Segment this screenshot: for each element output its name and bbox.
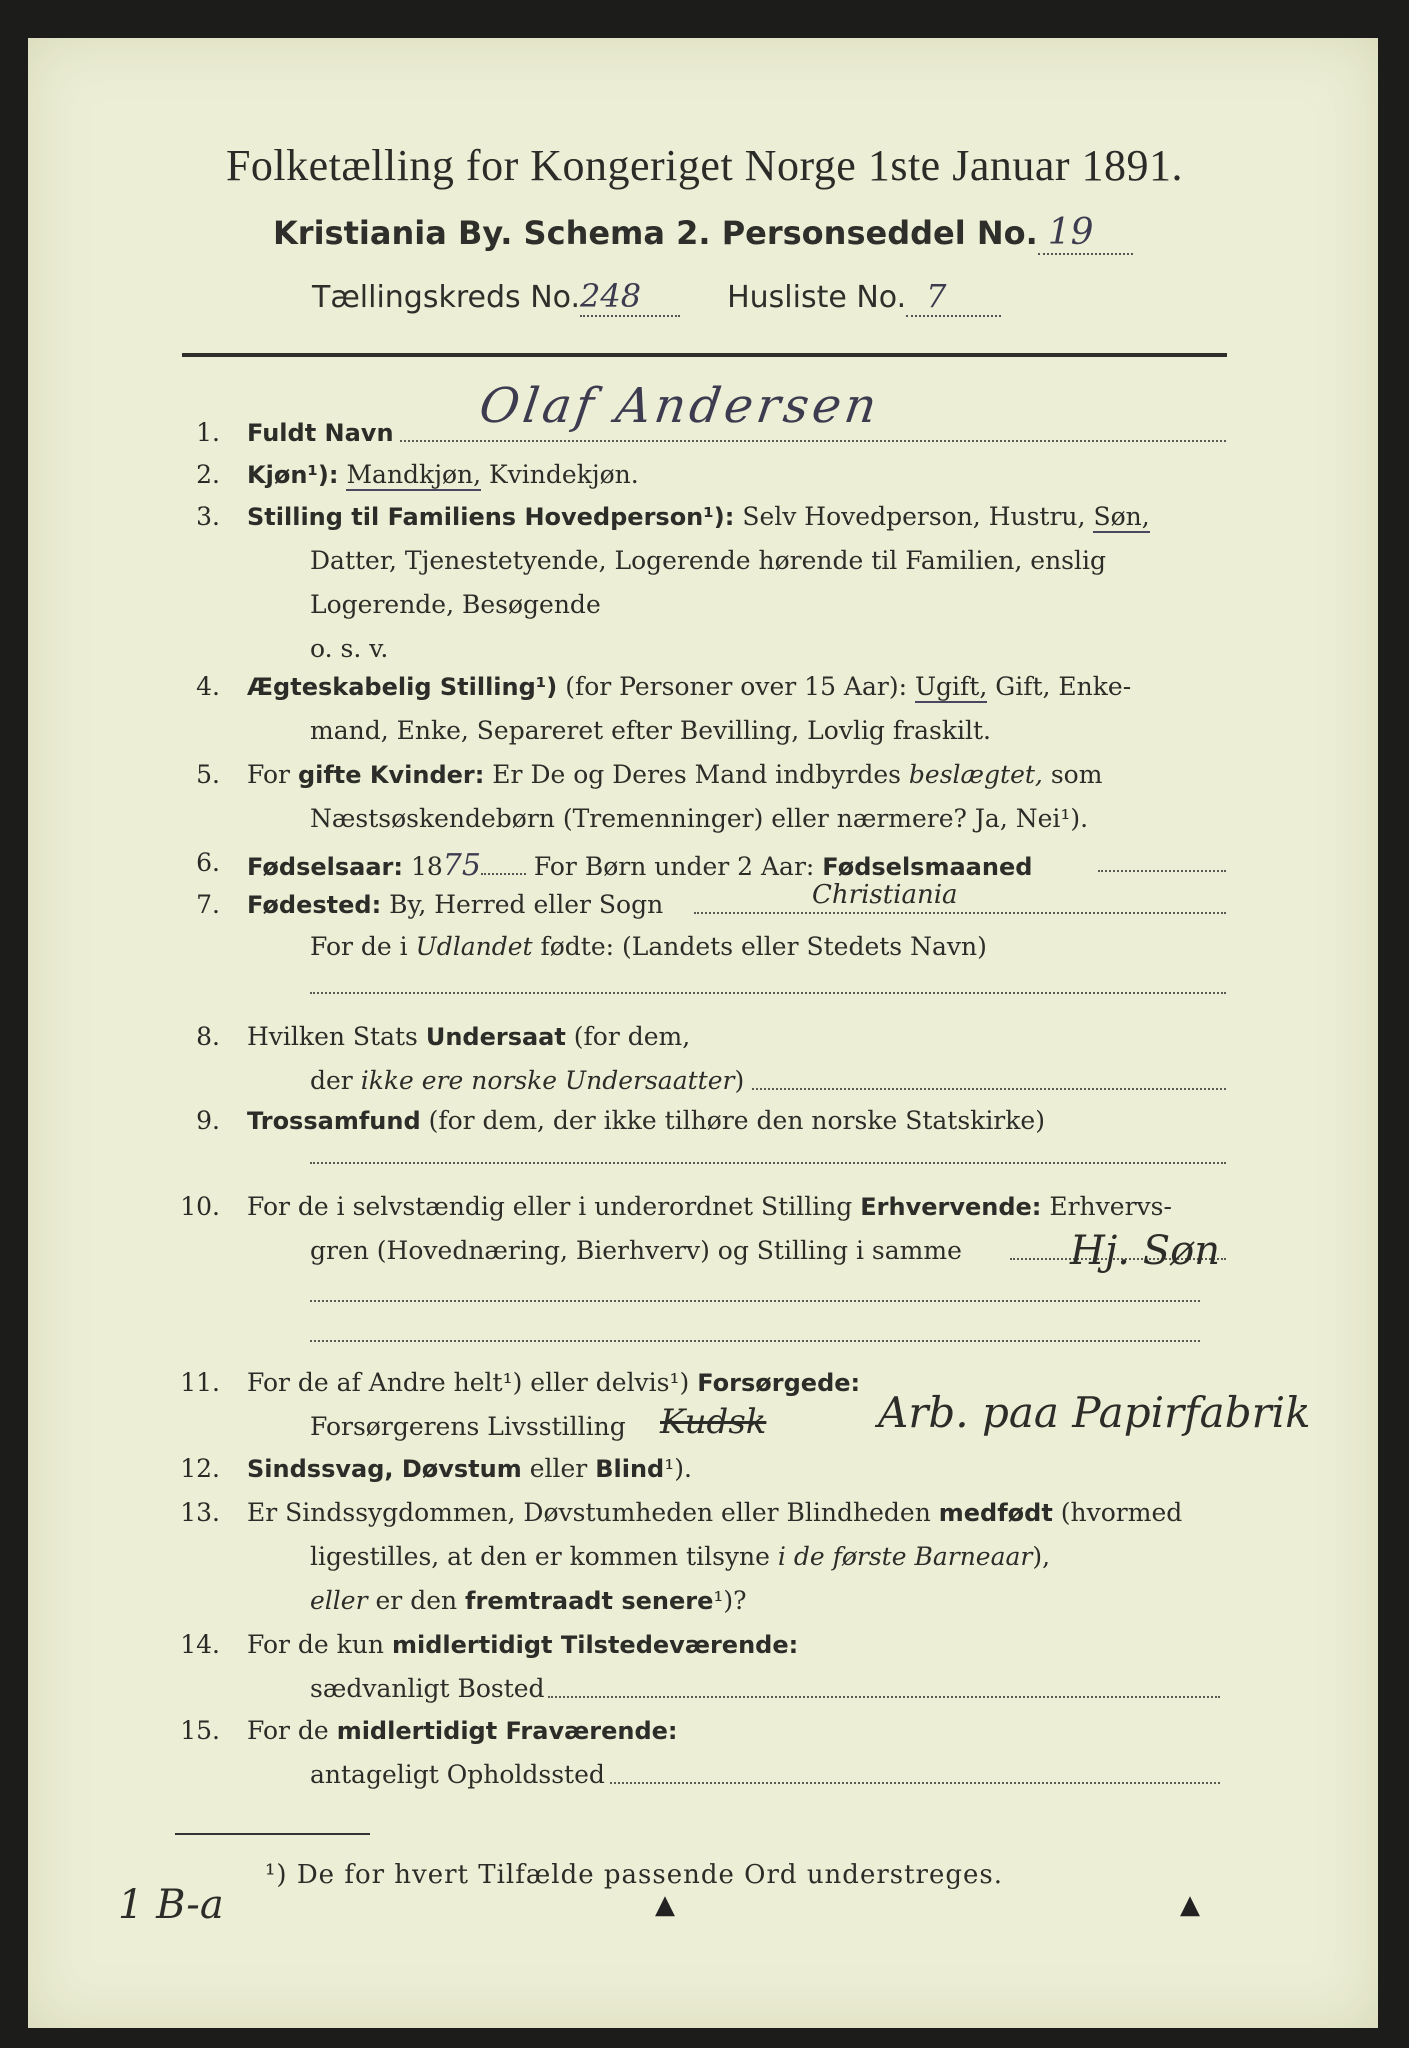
occupation-dotline-3 [310,1340,1200,1342]
congenital-label: medfødt [938,1499,1053,1527]
header-line-3 [312,277,1001,317]
item-4-line-2: mand, Enke, Separeret efter Bevilling, Lovlig fraskilt. [310,716,991,745]
item-4-number: 4. [196,672,220,701]
birth-month-dotline [1098,870,1226,872]
item-1-number: 1. [196,418,220,447]
provider-occupation-value: Arb. paa Papirfabrik [878,1388,1311,1437]
abroad-post: fødte: (Landets eller Stedets Navn) [540,932,987,961]
item-14-row [247,1630,798,1659]
marital-status-note: (for Personer over 15 Aar): [565,672,908,701]
item-13-line-3 [310,1586,747,1615]
birth-month-label: Fødselsmaaned [822,853,1033,881]
item-1-label [247,418,394,447]
congenital-line3-italic: eller [310,1586,368,1615]
disability-blind: Blind [595,1455,665,1483]
congenital-line3-bold: fremtraadt senere [465,1587,714,1615]
husliste-value: 7 [926,277,947,315]
religion-note: (for dem, der ikke tilhøre den norske Statskirke) [428,1106,1045,1135]
citizenship-label: Undersaat [425,1023,566,1051]
provider-occupation-struck: Kudsk [660,1402,767,1442]
margin-note: 1 B-a [118,1882,224,1928]
item-2-row [247,460,639,489]
birthplace-label: Fødested: [247,891,382,919]
abroad-dotline [310,992,1226,994]
item-5-text: Er De og Deres Mand indbyrdes [492,760,901,789]
temp-absent-label: midlertidigt Fraværende: [336,1717,678,1745]
religion-label: Trossamfund [247,1107,421,1135]
congenital-line2-italic: i de første Barneaar [777,1542,1033,1571]
married-women-label: gifte Kvinder: [297,761,485,789]
temp-absent-pre: For de [247,1716,329,1745]
item-5-pre: For [247,760,290,789]
birthplace-dotline [694,912,1226,914]
husliste-label: Husliste No. [727,280,907,315]
item-13-number: 13. [180,1498,220,1527]
sex-label: Kjøn¹): [247,461,339,489]
marital-status-label: Ægteskabelig Stilling¹) [247,673,558,701]
item-8-number: 8. [196,1022,220,1051]
item-3-line-3: Logerende, Besøgende [310,590,601,619]
congenital-pre: Er Sindssygdommen, Døvstumheden eller Blindheden [247,1498,931,1527]
citizenship-line2-post: ) [734,1066,745,1095]
krets-field [580,277,680,317]
provider-occupation-label: Forsørgerens Livsstilling [310,1412,626,1441]
item-13-line-2 [310,1542,1050,1571]
family-position-label: Stilling til Familiens Hovedperson¹): [247,503,735,531]
abroad-word: Udlandet [415,932,533,961]
item-5-row [247,760,1102,789]
item-4-row [247,672,1131,701]
disability-end: ¹). [664,1454,692,1483]
citizenship-dotline [752,1088,1226,1090]
item-10-line-2: gren (Hovednæring, Bierhverv) og Stilling i samme [310,1236,962,1265]
item-7-number: 7. [196,890,220,919]
citizenship-line2-italic: ikke ere norske Undersaatter [360,1066,735,1095]
item-11-number: 11. [180,1368,220,1397]
item-9-row [247,1106,1045,1135]
support-label: Forsørgede: [697,1369,861,1397]
item-8-line-2 [310,1066,744,1095]
congenital-line2-end: ), [1032,1542,1051,1571]
sex-option-male: Mandkjøn, [346,460,482,489]
footnote-rule [175,1833,370,1835]
citizenship-post: (for dem, [573,1022,691,1051]
disability-label: Sindssvag, Døvstum [247,1455,522,1483]
congenital-line2-pre: ligestilles, at den er kommen tilsyne [310,1542,770,1571]
item-5-related: beslægtet, [908,760,1043,789]
birth-year-prefix: 18 [410,852,443,881]
item-6-row [247,848,1032,883]
birthplace-value: Christiania [812,880,958,910]
sex-option-female: Kvindekjøn. [489,460,639,489]
krets-label: Tællingskreds No. [312,280,580,315]
family-position-son: Søn, [1093,502,1150,531]
religion-dotline [310,1162,1226,1164]
family-position-options: Selv Hovedperson, Hustru, [742,502,1086,531]
item-3-line-2: Datter, Tjenestetyende, Logerende hørende til Familien, enslig [310,546,1107,575]
occupation-dotline-2 [310,1300,1200,1302]
congenital-line3-end: ¹)? [713,1586,747,1615]
usual-residence-label: sædvanligt Bosted [310,1674,545,1703]
item-10-number: 10. [180,1192,220,1221]
item-5-number: 5. [196,760,220,789]
item-8-row [247,1022,690,1051]
birth-year-value: 75 [442,848,481,883]
probable-residence-dotline [610,1782,1220,1784]
caret-mark-2: ▲ [1180,1890,1200,1920]
item-2-number: 2. [196,460,220,489]
schema-label: Kristiania By. Schema 2. Personseddel No. [273,214,1038,252]
temp-present-label: midlertidigt Tilstedeværende: [391,1631,799,1659]
occupation-value: Hj. Søn [1070,1228,1220,1274]
krets-value: 248 [580,277,642,315]
item-7-row [247,890,663,919]
item-6-number: 6. [196,848,220,877]
form-title: Folketælling for Kongeriget Norge 1ste Januar 1891. [225,141,1184,190]
item-3-row [247,502,1150,531]
item-14-number: 14. [180,1630,220,1659]
birthplace-note: By, Herred eller Sogn [389,890,664,919]
full-name-label: Fuldt Navn [247,419,394,447]
full-name-value: Olaf Andersen [476,378,884,434]
item-5-som: som [1050,760,1103,789]
item-3-line-4: o. s. v. [310,634,389,663]
item-15-row [247,1716,678,1745]
header-rule [182,353,1227,357]
caret-mark-1: ▲ [655,1890,675,1920]
item-12-row [247,1454,692,1483]
item-12-number: 12. [180,1454,220,1483]
probable-residence-label: antageligt Opholdssted [310,1760,605,1789]
item-10-row [247,1192,1172,1221]
census-form-sheet [28,38,1378,2028]
marital-status-options: Gift, Enke- [995,672,1132,701]
item-9-number: 9. [196,1106,220,1135]
footnote: ¹) De for hvert Tilfælde passende Ord understreges. [265,1860,1004,1890]
support-pre: For de af Andre helt¹) eller delvis¹) [247,1368,690,1397]
personseddel-field [1038,212,1133,255]
item-1-dotline [400,440,1226,442]
citizenship-pre: Hvilken Stats [247,1022,418,1051]
occupation-pre: For de i selvstændig eller i underordnet Stilling [247,1192,853,1221]
temp-present-pre: For de kun [247,1630,385,1659]
abroad-pre: For de i [310,932,408,961]
under-2-note: For Børn under 2 Aar: [533,852,815,881]
citizenship-line2-pre: der [310,1066,353,1095]
item-3-number: 3. [196,502,220,531]
congenital-end: (hvormed [1060,1498,1183,1527]
personseddel-value: 19 [1047,212,1094,253]
item-15-number: 15. [180,1716,220,1745]
item-13-row [247,1498,1182,1527]
birth-year-label: Fødselsaar: [247,853,403,881]
occupation-end: Erhvervs- [1049,1192,1172,1221]
item-7-line-2 [310,932,987,961]
item-11-row [247,1368,860,1397]
congenital-line3-mid: er den [375,1586,458,1615]
item-5-line-2: Næstsøskendebørn (Tremenninger) eller nærmere? Ja, Nei¹). [310,804,1089,833]
husliste-field [906,277,1001,317]
occupation-label: Erhvervende: [860,1193,1042,1221]
disability-mid: eller [529,1454,588,1483]
header-line-2 [273,212,1133,255]
marital-status-unmarried: Ugift, [914,672,988,701]
usual-residence-dotline [548,1696,1220,1698]
